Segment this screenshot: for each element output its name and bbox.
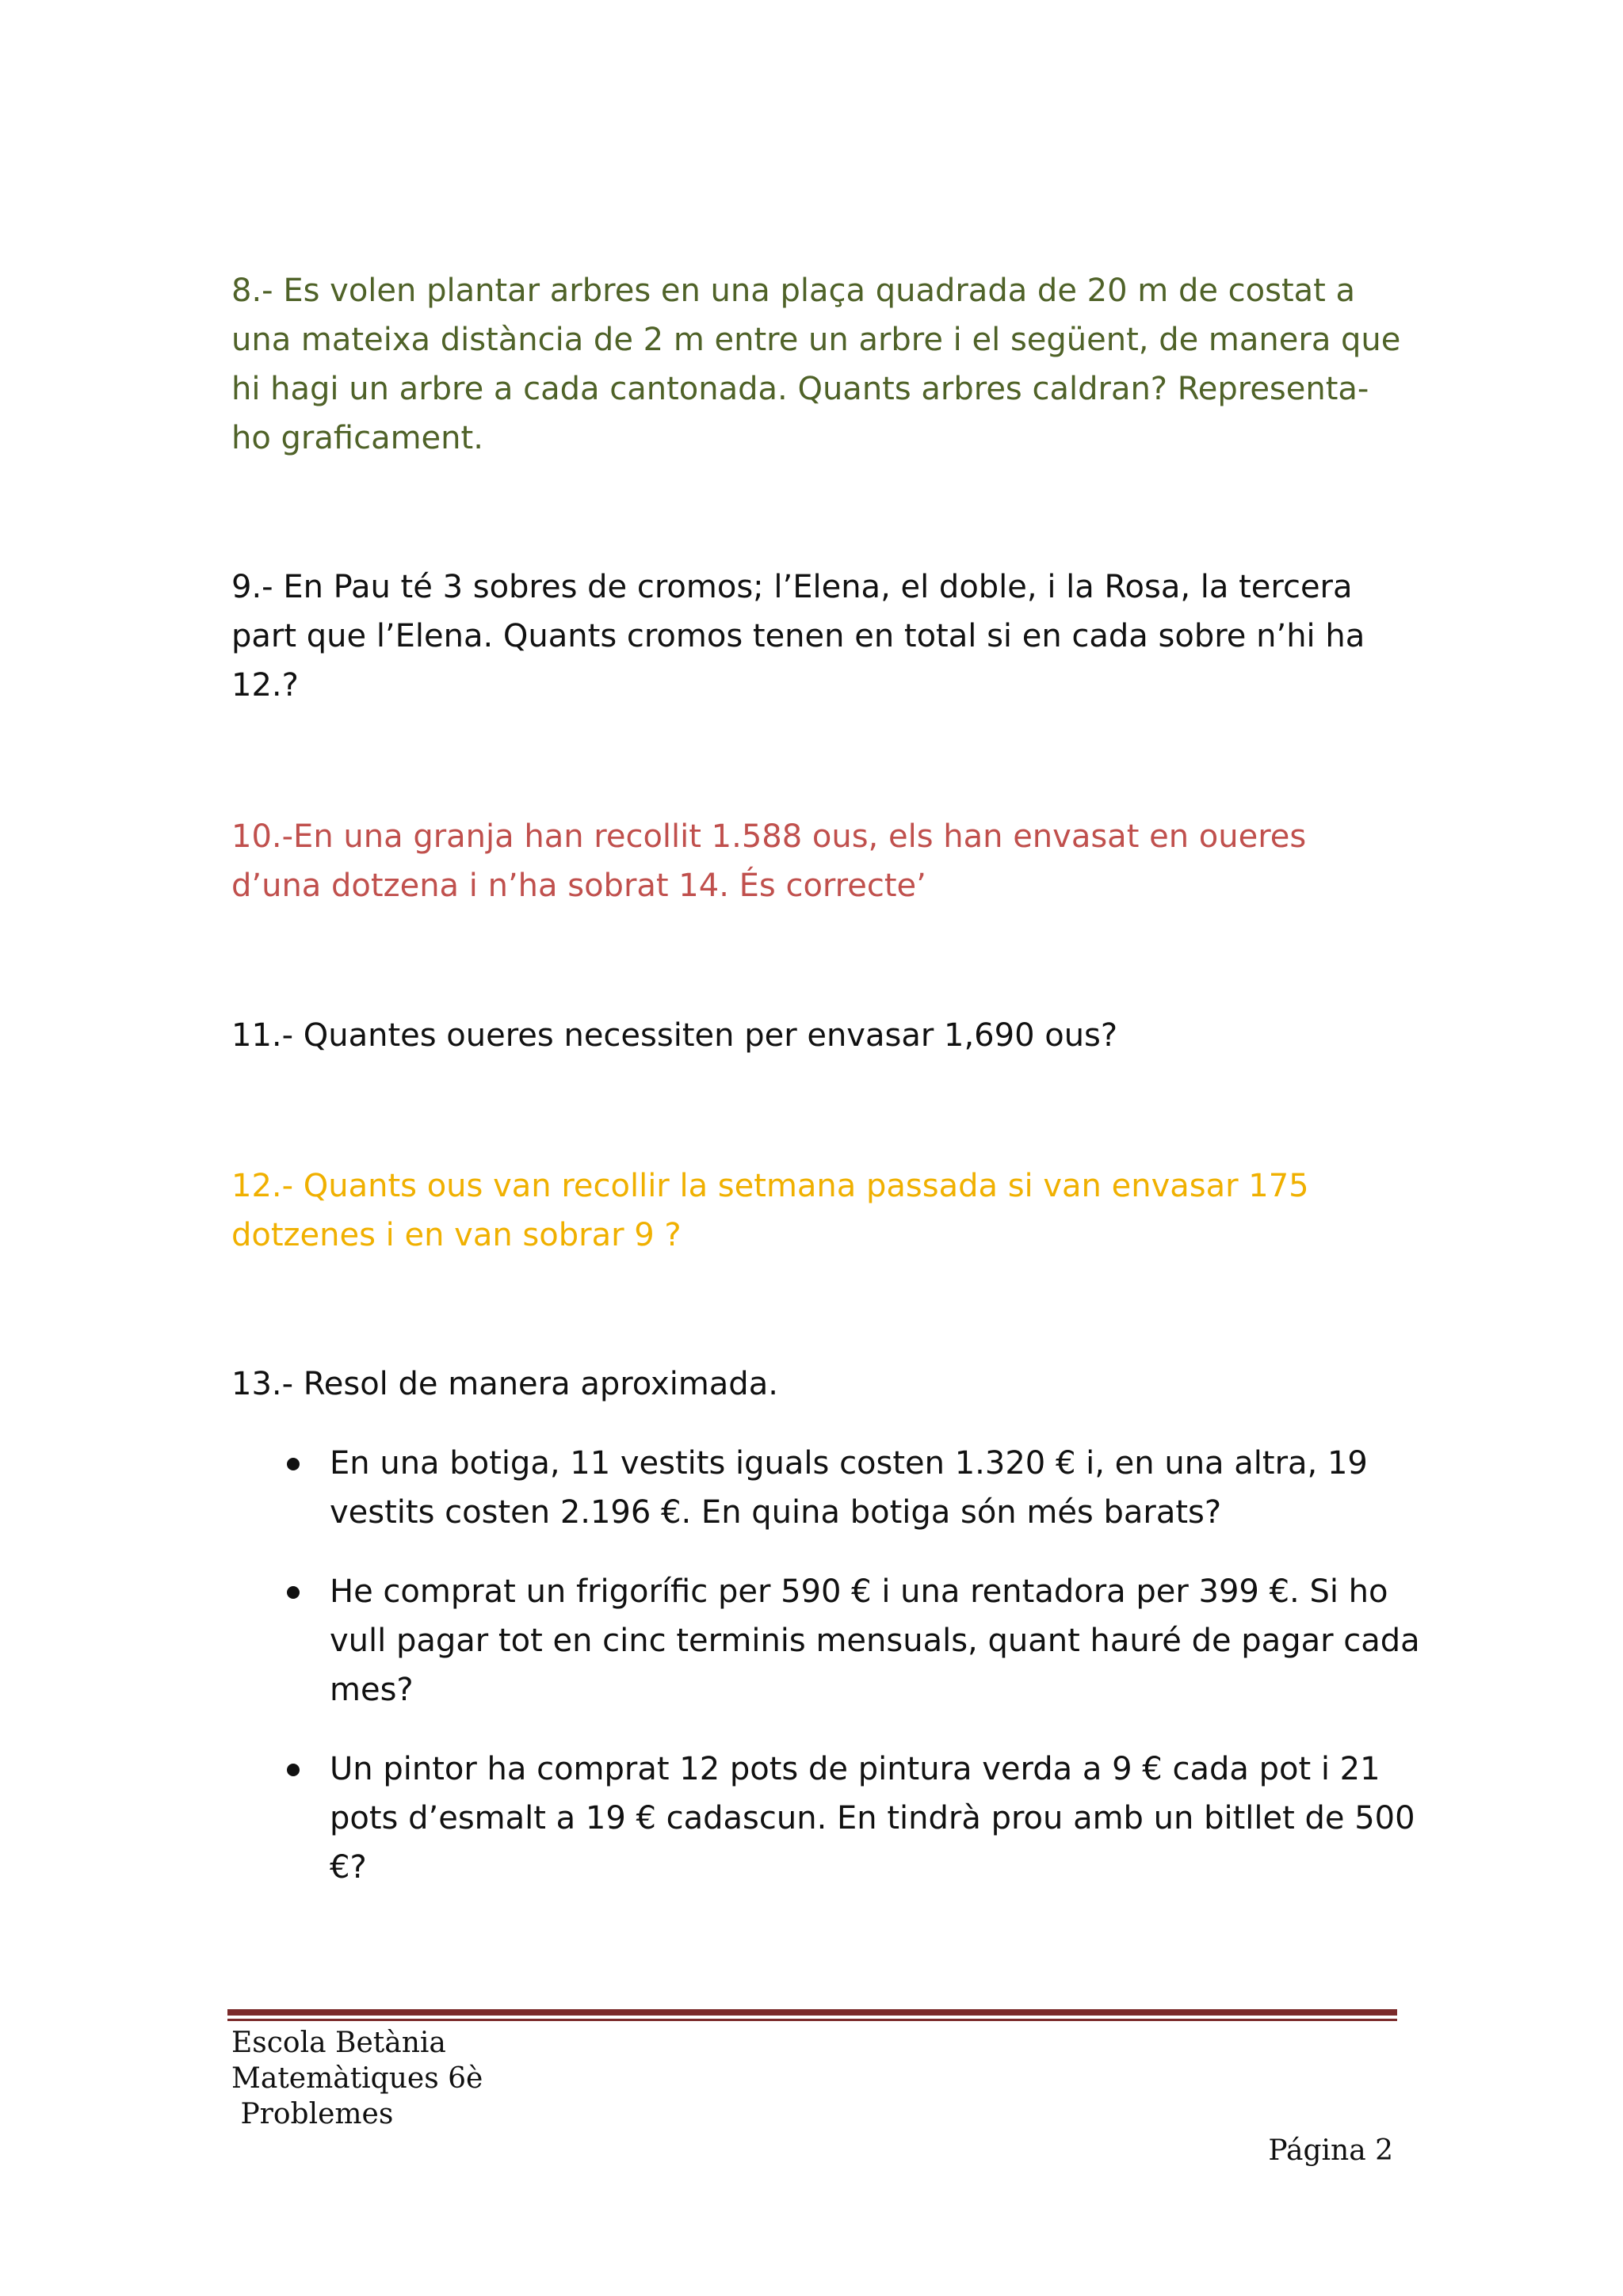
bullet-icon [287, 1458, 300, 1470]
footer-topic: Problemes [231, 2098, 394, 2130]
list-item [231, 1439, 1420, 1537]
footer-rule-thin [227, 2019, 1397, 2021]
problem-9: 9.- En Pau té 3 sobres de cromos; l’Elena, el doble, i la Rosa, la tercera part que l’Elena. Quants cromos tenen en total si en cada sobre n’hi ha 12.? [231, 569, 1365, 704]
problem-13: 13.- Resol de manera aproximada. [231, 1366, 778, 1402]
problem-11: 11.- Quantes oueres necessiten per envasar 1,690 ous? [231, 1017, 1118, 1054]
footer-rule [227, 2009, 1397, 2016]
page-number: Página 2 [1268, 2134, 1393, 2167]
problem-8: 8.- Es volen plantar arbres en una plaça quadrada de 20 m de costat a una mateixa distància de 2 m entre un arbre i el següent, de manera que hi hagi un arbre a cada cantonada. Quants arbres caldran? Representa-ho graficament. [231, 273, 1401, 456]
list-item-text: En una botiga, 11 vestits iguals costen 1.320 € i, en una altra, 19 vestits costen 2.196 €. En quina botiga són més barats? [330, 1445, 1368, 1531]
list-item-text: He comprat un frigorífic per 590 € i una rentadora per 399 €. Si ho vull pagar tot en cinc terminis mensuals, quant hauré de pagar cada mes? [330, 1573, 1420, 1708]
list-item-text: Un pintor ha comprat 12 pots de pintura verda a 9 € cada pot i 21 pots d’esmalt a 19 € cadascun. En tindrà prou amb un bitllet de 500 €? [330, 1751, 1415, 1886]
footer-subject: Matemàtiques 6è [231, 2062, 483, 2095]
problem-10: 10.-En una granja han recollit 1.588 ous, els han envasat en oueres d’una dotzena i n’ha sobrat 14. És correcte’ [231, 818, 1307, 904]
problem-13-list [231, 1439, 1420, 1922]
footer-school: Escola Betània [231, 2027, 446, 2059]
bullet-icon [287, 1764, 300, 1776]
list-item [231, 1567, 1420, 1714]
bullet-icon [287, 1586, 300, 1599]
problem-12: 12.- Quants ous van recollir la setmana passada si van envasar 175 dotzenes i en van sobrar 9 ? [231, 1168, 1309, 1253]
list-item [231, 1745, 1420, 1892]
